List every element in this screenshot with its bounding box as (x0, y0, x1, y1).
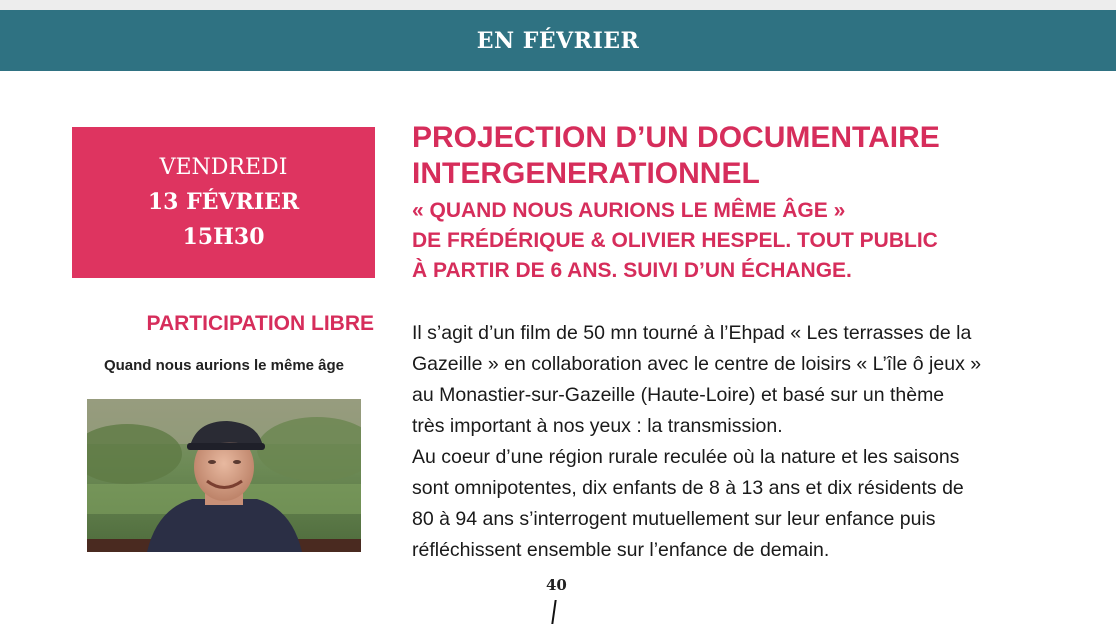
event-subtitle-line: À PARTIR DE 6 ANS. SUIVI D’UN ÉCHANGE. (412, 259, 852, 282)
description-line: réfléchissent ensemble sur l’enfance de demain. (412, 539, 830, 561)
event-title-line: PROJECTION D’UN DOCUMENTAIRE (412, 121, 940, 154)
event-title-line: INTERGENERATIONNEL (412, 157, 760, 190)
event-subtitle-line: DE FRÉDÉRIQUE & OLIVIER HESPEL. TOUT PUBLIC (412, 229, 938, 252)
event-date: 13 FÉVRIER (147, 189, 300, 215)
page-number: 40 (546, 576, 567, 594)
description-line: Il s’agit d’un film de 50 mn tourné à l’Ehpad « Les terrasses de la (412, 322, 972, 344)
event-day: VENDREDI (159, 155, 288, 180)
film-still-illustration (87, 399, 361, 552)
photo-caption: Quand nous aurions le même âge (103, 357, 345, 374)
event-description (412, 318, 1072, 566)
description-line: très important à nos yeux : la transmission. (412, 415, 783, 437)
film-still-photo (87, 399, 361, 552)
description-line: au Monastier-sur-Gazeille (Haute-Loire) et basé sur un thème (412, 384, 945, 406)
event-title (412, 120, 940, 192)
date-box (72, 127, 375, 278)
description-line: sont omnipotentes, dix enfants de 8 à 13 ans et dix résidents de (412, 477, 964, 499)
page-slash-divider (551, 600, 556, 624)
description-paragraph (412, 318, 1072, 442)
description-line: Gazeille » en collaboration avec le centre de loisirs « L’île ô jeux » (412, 353, 982, 375)
event-subtitle-line: « QUAND NOUS AURIONS LE MÊME ÂGE » (412, 199, 846, 222)
top-strip (0, 0, 1116, 10)
event-subtitle (412, 196, 938, 286)
description-line: Au coeur d’une région rurale reculée où la nature et les saisons (412, 446, 960, 468)
event-time: 15H30 (182, 224, 265, 250)
section-title: EN FÉVRIER (476, 27, 640, 54)
participation-label: PARTICIPATION LIBRE (146, 312, 374, 335)
description-line: 80 à 94 ans s’interrogent mutuellement sur leur enfance puis (412, 508, 936, 530)
section-header (0, 10, 1116, 71)
description-paragraph (412, 442, 1072, 566)
